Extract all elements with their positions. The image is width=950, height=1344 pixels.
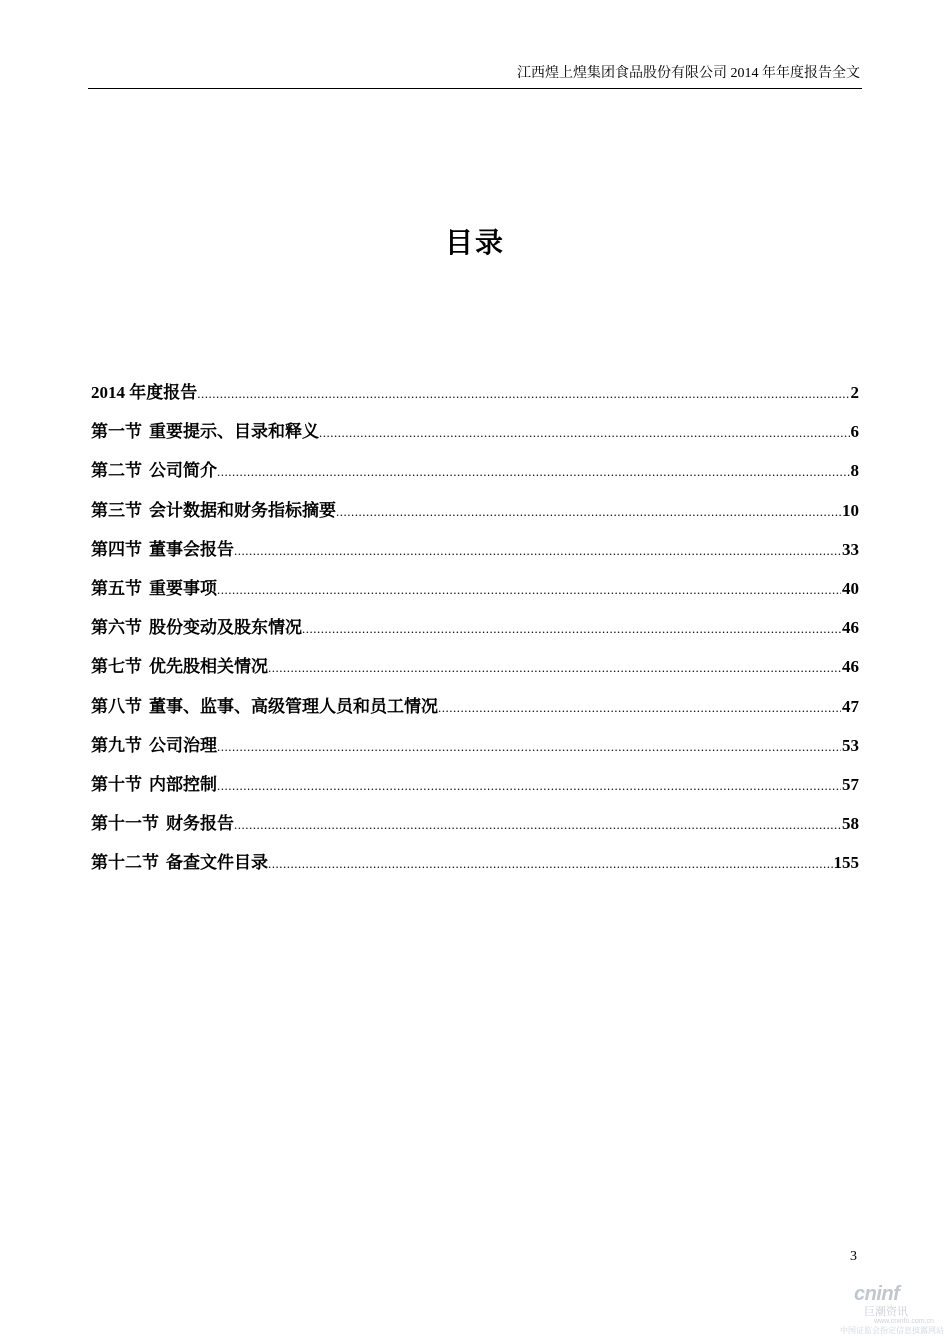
toc-leader-dots [268, 850, 833, 878]
toc-section-number: 第十一节 [91, 814, 159, 834]
toc-entry-section-1[interactable] [91, 418, 859, 457]
toc-section-title: 财务报告 [166, 814, 234, 834]
toc-leader-dots [302, 615, 841, 643]
toc-entry-section-7[interactable] [91, 653, 859, 692]
cninfo-logo-icon: cninf [854, 1283, 900, 1305]
toc-leader-dots [217, 733, 841, 761]
toc-section-title: 公司治理 [149, 735, 217, 755]
toc-section-number: 第十二节 [91, 853, 159, 873]
toc-entry-label [91, 497, 336, 525]
toc-section-title: 重要事项 [149, 578, 217, 598]
toc-page-number: 46 [842, 618, 859, 638]
page-title: 目录 [444, 228, 505, 259]
toc-leader-dots [319, 419, 850, 447]
toc-section-number: 第六节 [91, 618, 142, 638]
toc-section-title: 2014 年度报告 [91, 383, 198, 402]
toc-section-title: 股份变动及股东情况 [149, 618, 302, 638]
toc-entry-section-9[interactable] [91, 732, 859, 771]
page-number: 3 [850, 1249, 857, 1264]
toc-section-title: 备查文件目录 [166, 853, 268, 873]
toc-entry-section-6[interactable] [91, 614, 859, 653]
toc-page-number: 155 [833, 853, 859, 873]
toc-page-number: 8 [850, 461, 859, 481]
header-divider [88, 88, 862, 89]
table-of-contents [91, 379, 859, 888]
cninfo-watermark [838, 1282, 946, 1340]
toc-leader-dots [336, 498, 841, 526]
toc-leader-dots [217, 576, 841, 604]
toc-page-number: 33 [842, 539, 859, 559]
watermark-cn-name: 巨潮资讯 [864, 1306, 908, 1318]
toc-entry-section-10[interactable] [91, 771, 859, 810]
toc-page-number: 40 [842, 578, 859, 598]
toc-page-number: 2 [850, 383, 859, 402]
toc-leader-dots [217, 772, 841, 800]
toc-section-title: 董事、监事、高级管理人员和员工情况 [149, 696, 438, 716]
toc-entry-section-11[interactable] [91, 810, 859, 849]
toc-entry-label [91, 849, 268, 877]
toc-section-title: 优先股相关情况 [149, 657, 268, 677]
toc-entry-section-12[interactable] [91, 849, 859, 888]
toc-entry-label [91, 379, 197, 407]
toc-entry-section-3[interactable] [91, 497, 859, 536]
toc-page-number: 46 [842, 657, 859, 677]
toc-page-number: 53 [842, 735, 859, 755]
toc-section-number: 第四节 [91, 539, 142, 559]
toc-section-title: 重要提示、目录和释义 [149, 422, 319, 442]
toc-section-number: 第十节 [91, 774, 142, 794]
toc-entry-label [91, 771, 217, 799]
toc-page-number: 10 [842, 500, 859, 520]
toc-entry-label [91, 536, 234, 564]
toc-entry-section-4[interactable] [91, 536, 859, 575]
toc-entry-label [91, 732, 217, 760]
toc-section-number: 第二节 [91, 461, 142, 481]
toc-leader-dots [268, 654, 841, 682]
toc-entry-label [91, 575, 217, 603]
watermark-org: 中国证监会指定信息披露网站 [840, 1326, 944, 1335]
toc-leader-dots [197, 380, 849, 408]
toc-entry-label [91, 614, 302, 642]
watermark-url: www.cninfo.com.cn [874, 1318, 934, 1325]
toc-entry-label [91, 418, 319, 446]
toc-page-number: 6 [850, 422, 859, 442]
toc-section-number: 第一节 [91, 422, 142, 442]
toc-section-number: 第五节 [91, 578, 142, 598]
toc-section-title: 董事会报告 [149, 539, 234, 559]
toc-leader-dots [438, 694, 841, 722]
toc-leader-dots [234, 811, 841, 839]
toc-leader-dots [234, 537, 841, 565]
toc-section-title: 内部控制 [149, 774, 217, 794]
toc-entry-label [91, 653, 268, 681]
toc-page-number: 57 [842, 774, 859, 794]
toc-entry-label [91, 457, 217, 485]
toc-section-number: 第八节 [91, 696, 142, 716]
toc-section-number: 第七节 [91, 657, 142, 677]
toc-entry-section-8[interactable] [91, 693, 859, 732]
toc-section-title: 会计数据和财务指标摘要 [149, 500, 336, 520]
toc-entry-label [91, 693, 438, 721]
toc-section-title: 公司简介 [149, 461, 217, 481]
toc-entry-label [91, 810, 234, 838]
toc-section-number: 第九节 [91, 735, 142, 755]
toc-section-number: 第三节 [91, 500, 142, 520]
toc-page-number: 47 [842, 696, 859, 716]
toc-entry-annual-report[interactable] [91, 379, 859, 418]
toc-page-number: 58 [842, 814, 859, 834]
toc-entry-section-5[interactable] [91, 575, 859, 614]
toc-leader-dots [217, 458, 850, 486]
toc-entry-section-2[interactable] [91, 457, 859, 496]
running-header: 江西煌上煌集团食品股份有限公司 2014 年年度报告全文 [517, 66, 860, 81]
